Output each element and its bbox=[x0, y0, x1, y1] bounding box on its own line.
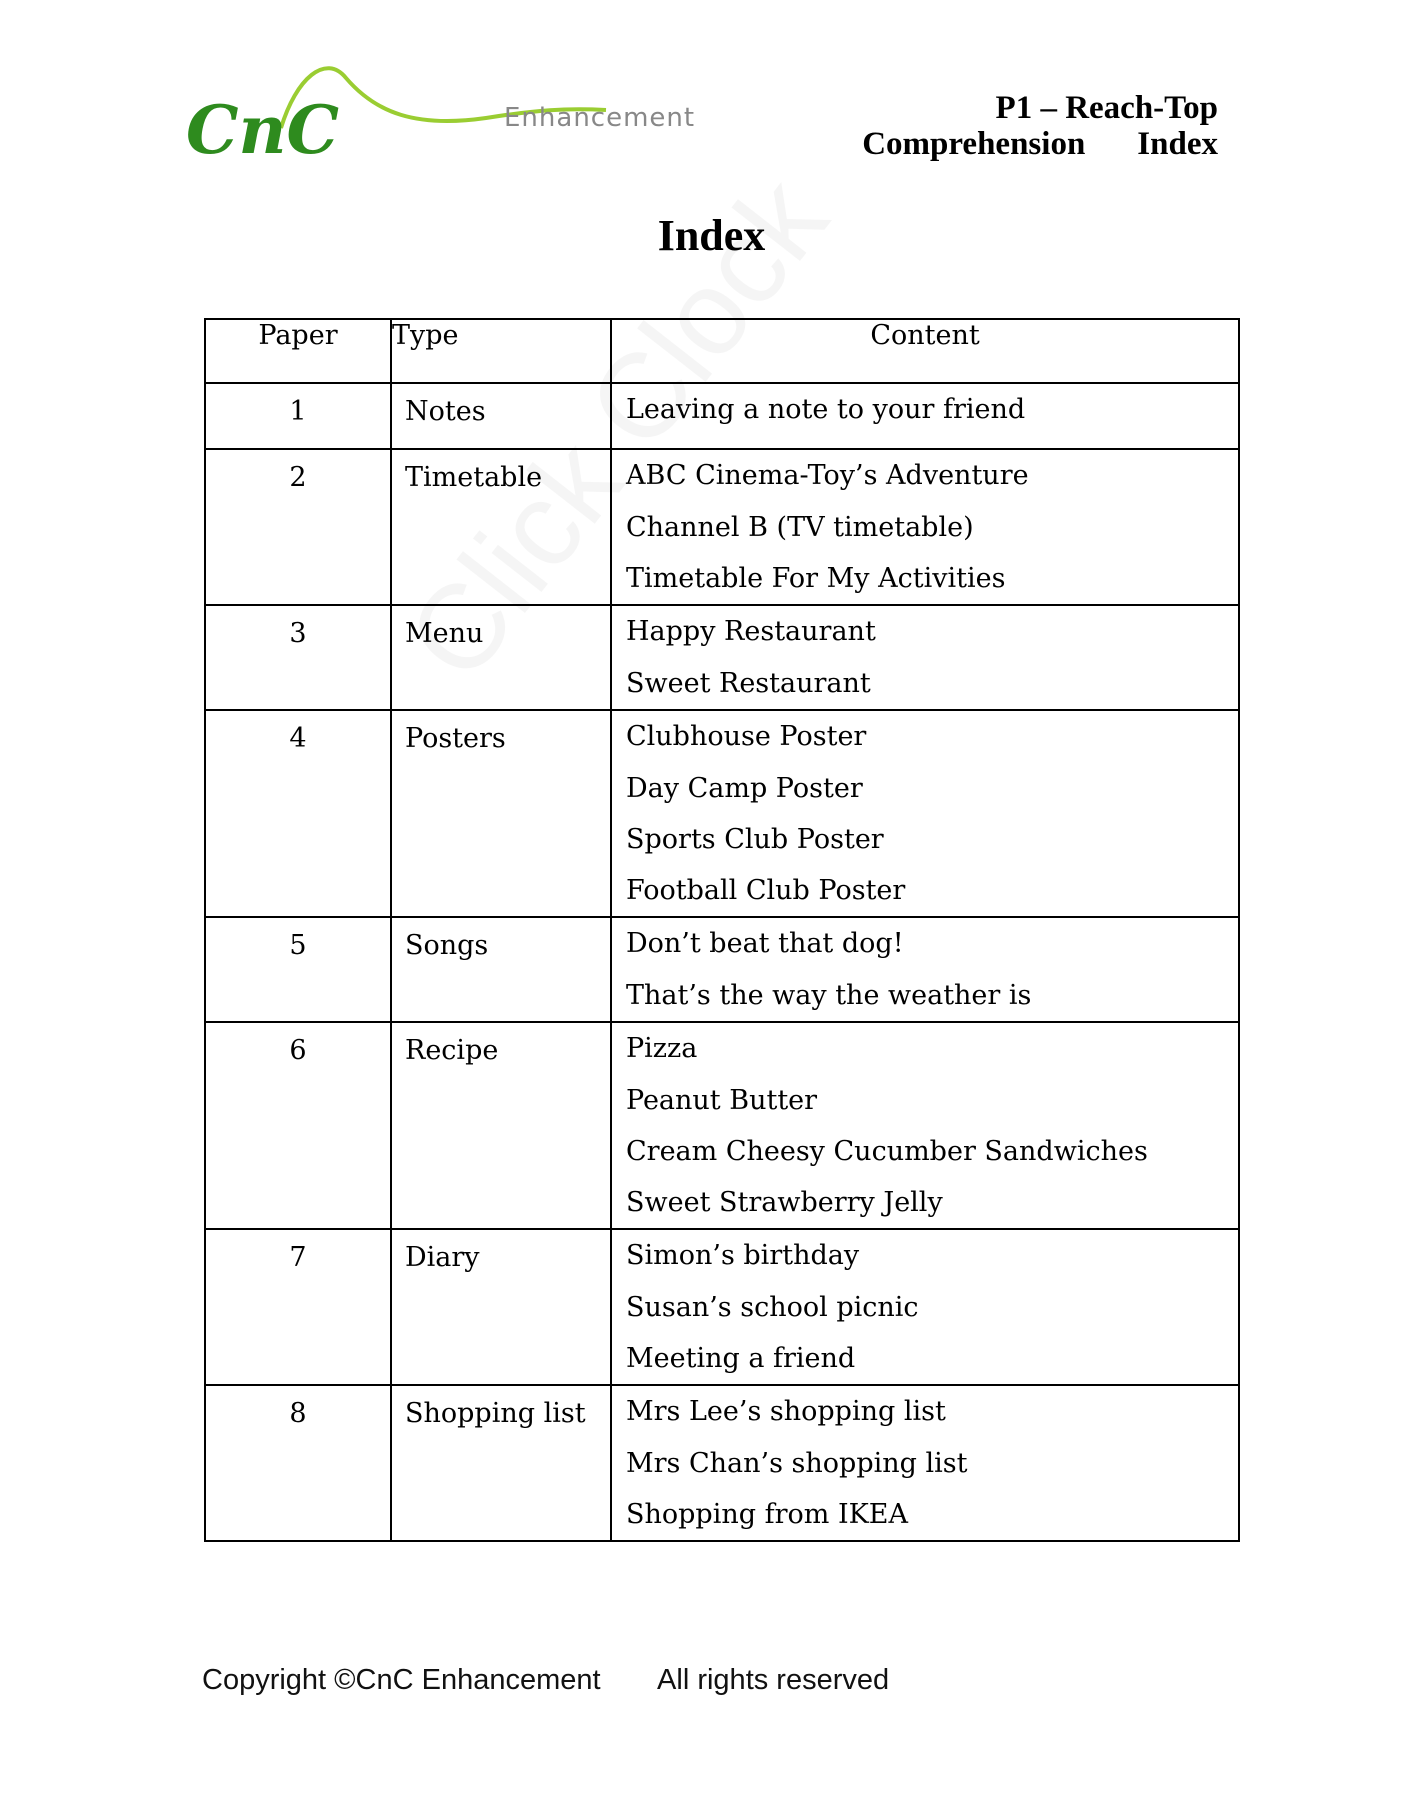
cell-paper bbox=[205, 449, 391, 605]
logo-text: CnC bbox=[186, 91, 340, 169]
content-item: Football Club Poster bbox=[626, 875, 906, 906]
header-section: Index bbox=[1137, 126, 1218, 162]
type-label: Notes bbox=[405, 396, 486, 427]
type-label: Recipe bbox=[405, 1035, 499, 1066]
table-row bbox=[205, 917, 1239, 1022]
page-title: Index bbox=[657, 211, 766, 260]
type-label: Diary bbox=[405, 1242, 480, 1273]
cell-content bbox=[611, 449, 1239, 605]
cell-content bbox=[611, 383, 1239, 449]
table-row bbox=[205, 1385, 1239, 1541]
paper-number: 3 bbox=[289, 618, 307, 649]
header-info bbox=[798, 90, 1218, 162]
content-item: Day Camp Poster bbox=[626, 773, 863, 804]
cell-content bbox=[611, 1229, 1239, 1385]
cell-type bbox=[391, 710, 611, 917]
content-item: Don’t beat that dog! bbox=[626, 928, 904, 959]
paper-number: 1 bbox=[289, 396, 307, 427]
content-item: Leaving a note to your friend bbox=[626, 394, 1026, 425]
cell-type bbox=[391, 1229, 611, 1385]
content-item: Mrs Chan’s shopping list bbox=[626, 1448, 968, 1479]
header-line2 bbox=[798, 126, 1218, 162]
header-paper: Paper bbox=[205, 319, 391, 383]
cell-type bbox=[391, 1022, 611, 1229]
type-label: Timetable bbox=[405, 462, 543, 493]
table-row bbox=[205, 1229, 1239, 1385]
paper-number: 5 bbox=[289, 930, 307, 961]
cell-type bbox=[391, 1385, 611, 1541]
index-table bbox=[204, 318, 1240, 1542]
cell-type bbox=[391, 605, 611, 710]
logo-sub-text: Enhancement bbox=[504, 103, 696, 133]
cell-content bbox=[611, 710, 1239, 917]
content-item: Susan’s school picnic bbox=[626, 1292, 919, 1323]
paper-number: 2 bbox=[289, 462, 307, 493]
content-item: Clubhouse Poster bbox=[626, 721, 867, 752]
content-item: Sports Club Poster bbox=[626, 824, 884, 855]
cell-content bbox=[611, 1385, 1239, 1541]
type-label: Posters bbox=[405, 723, 506, 754]
cell-paper bbox=[205, 1022, 391, 1229]
table-row bbox=[205, 1022, 1239, 1229]
content-item: Happy Restaurant bbox=[626, 616, 876, 647]
table-row bbox=[205, 383, 1239, 449]
header-line1: P1 – Reach-Top bbox=[995, 90, 1218, 126]
content-item: Sweet Strawberry Jelly bbox=[626, 1187, 943, 1218]
content-item: That’s the way the weather is bbox=[626, 980, 1032, 1011]
cnc-logo bbox=[186, 58, 706, 178]
header-content: Content bbox=[611, 319, 1239, 383]
content-item: Mrs Lee’s shopping list bbox=[626, 1396, 946, 1427]
cell-paper bbox=[205, 917, 391, 1022]
content-item: Pizza bbox=[626, 1033, 698, 1064]
header-subject: Comprehension bbox=[862, 126, 1086, 162]
content-item: Channel B (TV timetable) bbox=[626, 512, 974, 543]
cell-content bbox=[611, 1022, 1239, 1229]
content-item: Timetable For My Activities bbox=[626, 563, 1006, 594]
paper-number: 7 bbox=[289, 1242, 307, 1273]
footer bbox=[202, 1664, 939, 1697]
copyright-text: Copyright ©CnC Enhancement bbox=[202, 1664, 601, 1696]
content-item: Sweet Restaurant bbox=[626, 668, 871, 699]
table-row bbox=[205, 449, 1239, 605]
cell-paper bbox=[205, 1229, 391, 1385]
table-body bbox=[205, 383, 1239, 1541]
type-label: Menu bbox=[405, 618, 484, 649]
paper-number: 8 bbox=[289, 1398, 307, 1429]
cell-content bbox=[611, 917, 1239, 1022]
content-item: ABC Cinema-Toy’s Adventure bbox=[626, 460, 1029, 491]
cell-paper bbox=[205, 1385, 391, 1541]
cell-type bbox=[391, 917, 611, 1022]
cell-paper bbox=[205, 605, 391, 710]
content-item: Simon’s birthday bbox=[626, 1240, 860, 1271]
type-label: Shopping list bbox=[405, 1398, 586, 1429]
cell-type bbox=[391, 383, 611, 449]
header-type: Type bbox=[391, 319, 611, 383]
content-item: Shopping from IKEA bbox=[626, 1499, 908, 1530]
content-item: Meeting a friend bbox=[626, 1343, 856, 1374]
content-item: Cream Cheesy Cucumber Sandwiches bbox=[626, 1136, 1148, 1167]
paper-number: 4 bbox=[289, 723, 307, 754]
paper-number: 6 bbox=[289, 1035, 307, 1066]
cell-content bbox=[611, 605, 1239, 710]
cnc-logo-graphic bbox=[186, 58, 706, 178]
table-header-row bbox=[205, 319, 1239, 383]
table-row bbox=[205, 710, 1239, 917]
type-label: Songs bbox=[405, 930, 489, 961]
cell-type bbox=[391, 449, 611, 605]
table-row bbox=[205, 605, 1239, 710]
cell-paper bbox=[205, 383, 391, 449]
cell-paper bbox=[205, 710, 391, 917]
rights-text: All rights reserved bbox=[657, 1664, 890, 1696]
content-item: Peanut Butter bbox=[626, 1085, 818, 1116]
